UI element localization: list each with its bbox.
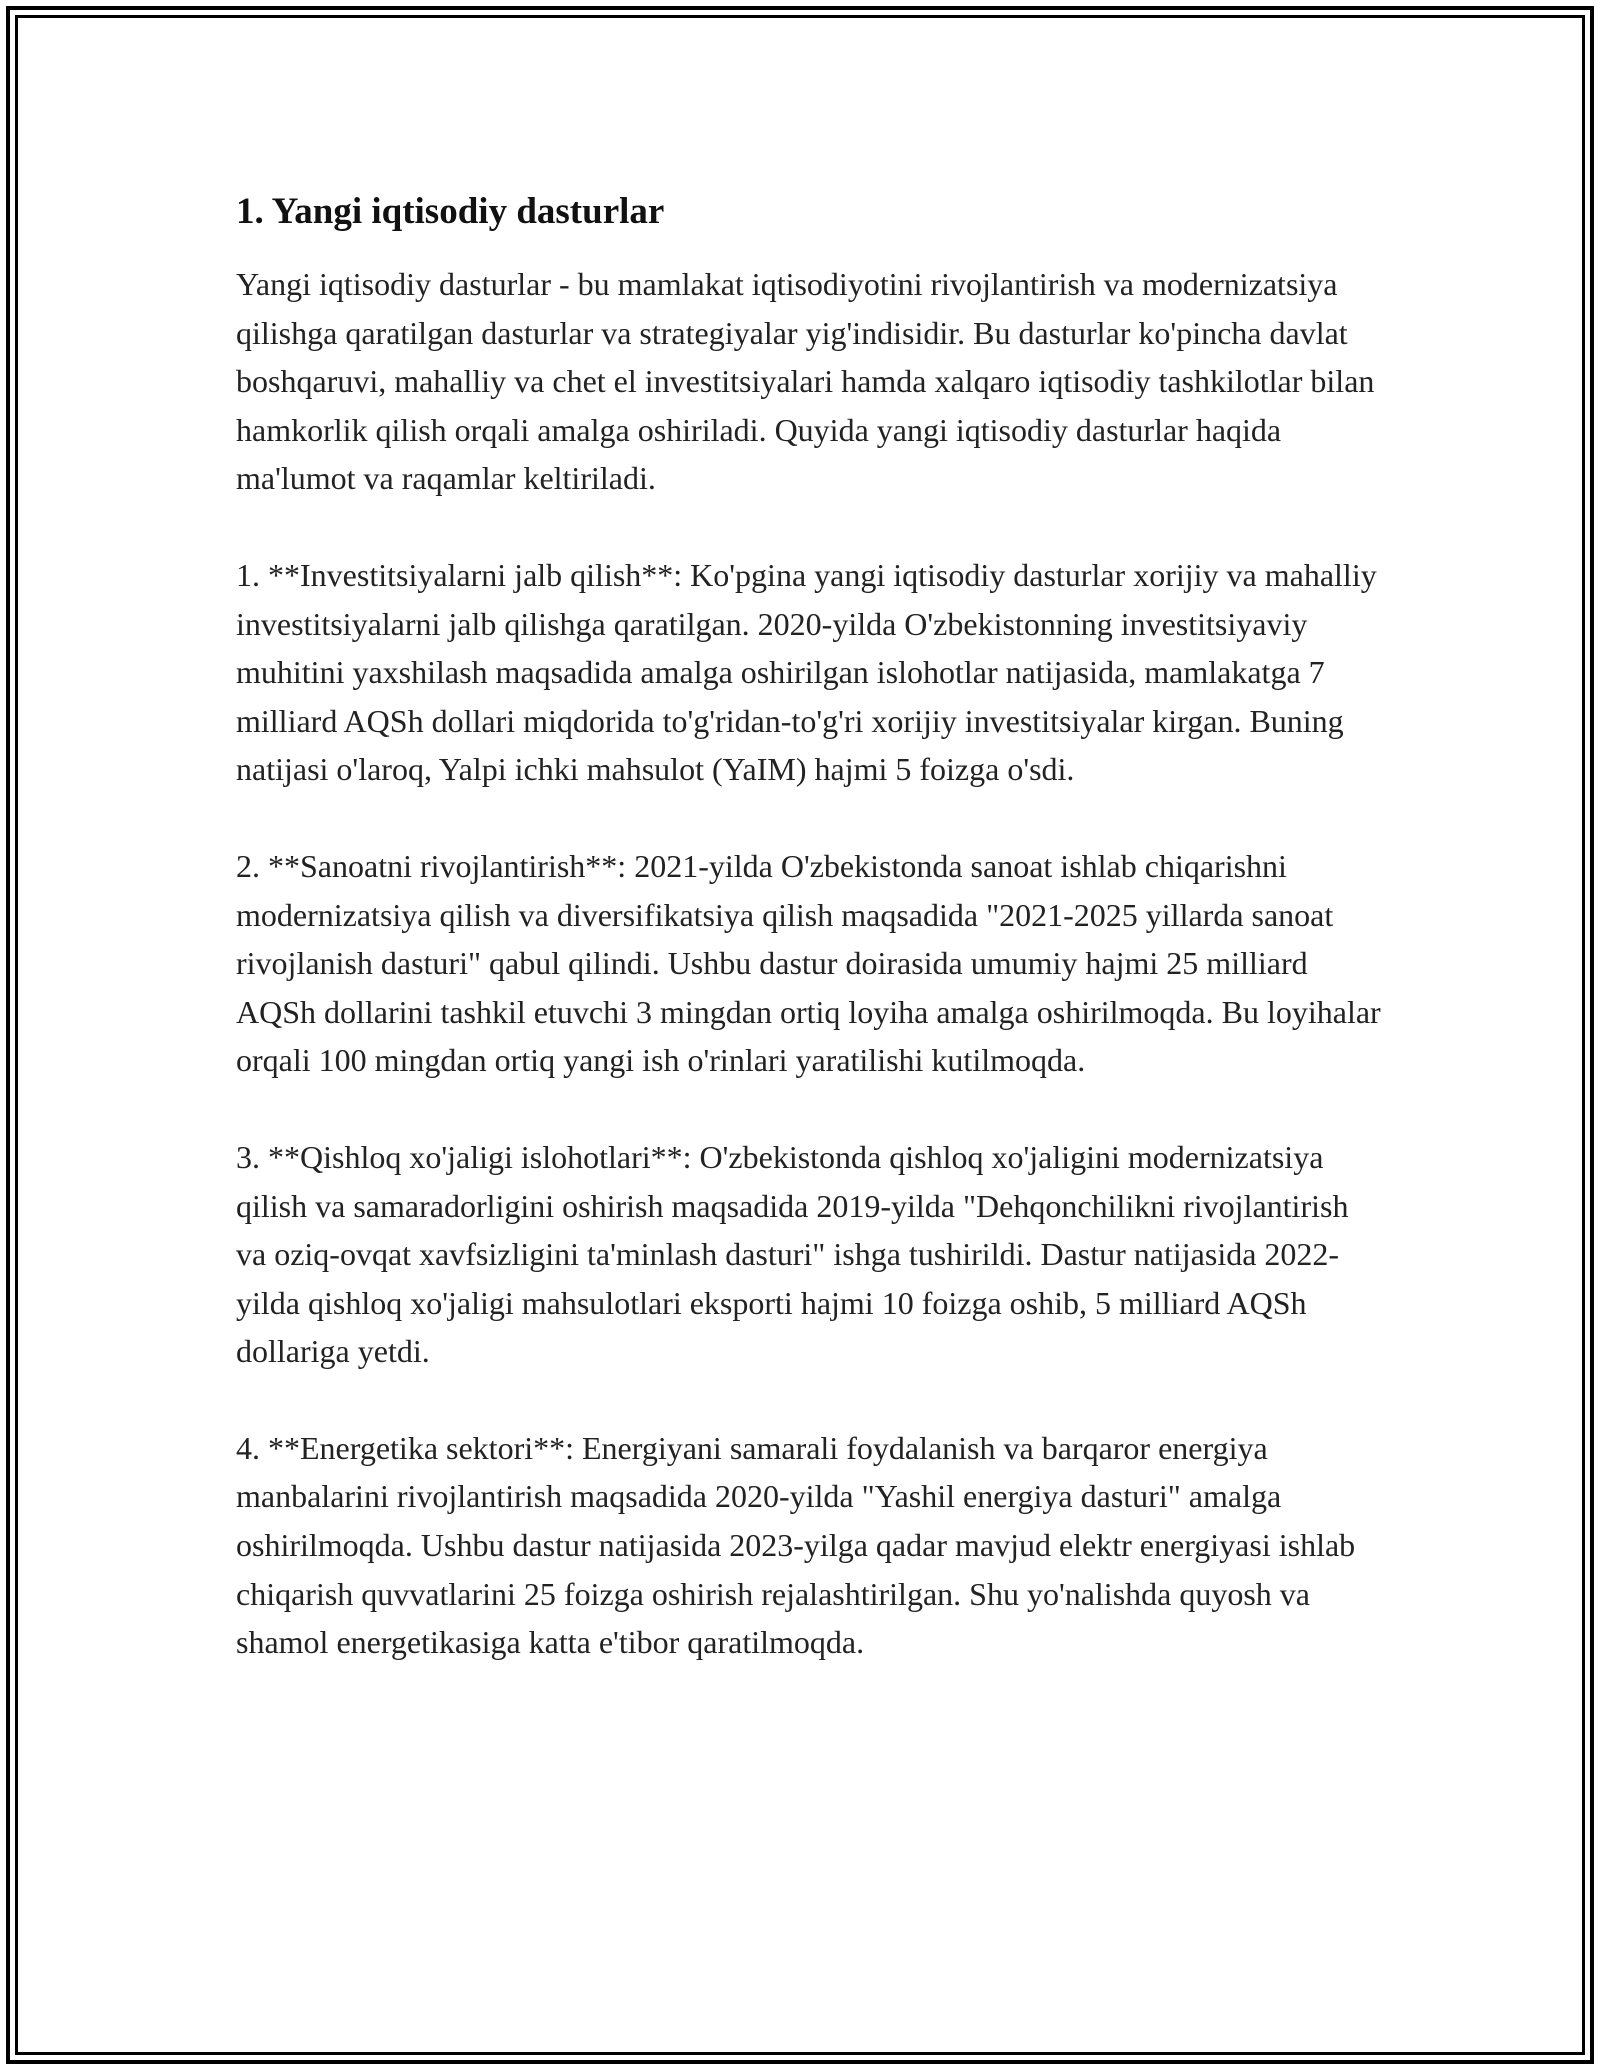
intro-paragraph: Yangi iqtisodiy dasturlar - bu mamlakat iqtisodiyotini rivojlantirish va modernizatsiya qilishga qaratilgan dasturlar va strategiyalar yig'indisidir. Bu dasturlar ko'pincha davlat boshqaruvi, mahalliy va chet el investitsiyalari hamda xalqaro iqtisodiy tashkilotlar bilan hamkorlik qilish orqali amalga oshiriladi. Quyida yangi iqtisodiy dasturlar haqida ma'lumot va raqamlar keltiriladi. bbox=[236, 266, 1375, 497]
document-body bbox=[236, 186, 1386, 1715]
paragraph-investments: 1. **Investitsiyalarni jalb qilish**: Ko'pgina yangi iqtisodiy dasturlar xorijiy va mahalliy investitsiyalarni jalb qilishga qaratilgan. 2020-yilda O'zbekistonning investitsiyaviy muhitini yaxshilash maqsadida amalga oshirilgan islohotlar natijasida, mamlakatga 7 milliard AQSh dollari miqdorida to'g'ridan-to'g'ri xorijiy investitsiyalar kirgan. Buning natijasi o'laroq, Yalpi ichki mahsulot (YaIM) hajmi 5 foizga o'sdi. bbox=[236, 556, 1377, 788]
section-heading: 1. Yangi iqtisodiy dasturlar bbox=[236, 191, 665, 232]
paragraph-industry: 2. **Sanoatni rivojlantirish**: 2021-yilda O'zbekistonda sanoat ishlab chiqarishni modernizatsiya qilish va diversifikatsiya qilish maqsadida "2021-2025 yillarda sanoat rivojlanish dasturi" qabul qilindi. Ushbu dastur doirasida umumiy hajmi 25 milliard AQSh dollarini tashkil etuvchi 3 mingdan ortiq loyiha amalga oshirilmoqda. Bu loyihalar orqali 100 mingdan ortiq yangi ish o'rinlari yaratilishi kutilmoqda. bbox=[236, 847, 1381, 1079]
paragraph-energy: 4. **Energetika sektori**: Energiyani samarali foydalanish va barqaror energiya manbalarini rivojlantirish maqsadida 2020-yilda "Yashil energiya dasturi" amalga oshirilmoqda. Ushbu dastur natijasida 2023-yilga qadar mavjud elektr energiyasi ishlab chiqarish quvvatlarini 25 foizga oshirish rejalashtirilgan. Shu yo'nalishda quyosh va shamol energetikasiga katta e'tibor qaratilmoqda. bbox=[236, 1429, 1356, 1661]
paragraph-agriculture: 3. **Qishloq xo'jaligi islohotlari**: O'zbekistonda qishloq xo'jaligini modernizatsiya qilish va samaradorligini oshirish maqsadida 2019-yilda "Dehqonchilikni rivojlantirish va oziq-ovqat xavfsizligini ta'minlash dasturi" ishga tushirildi. Dastur natijasida 2022-yilda qishloq xo'jaligi mahsulotlari eksporti hajmi 10 foizga oshib, 5 milliard AQSh dollariga yetdi. bbox=[236, 1138, 1349, 1370]
